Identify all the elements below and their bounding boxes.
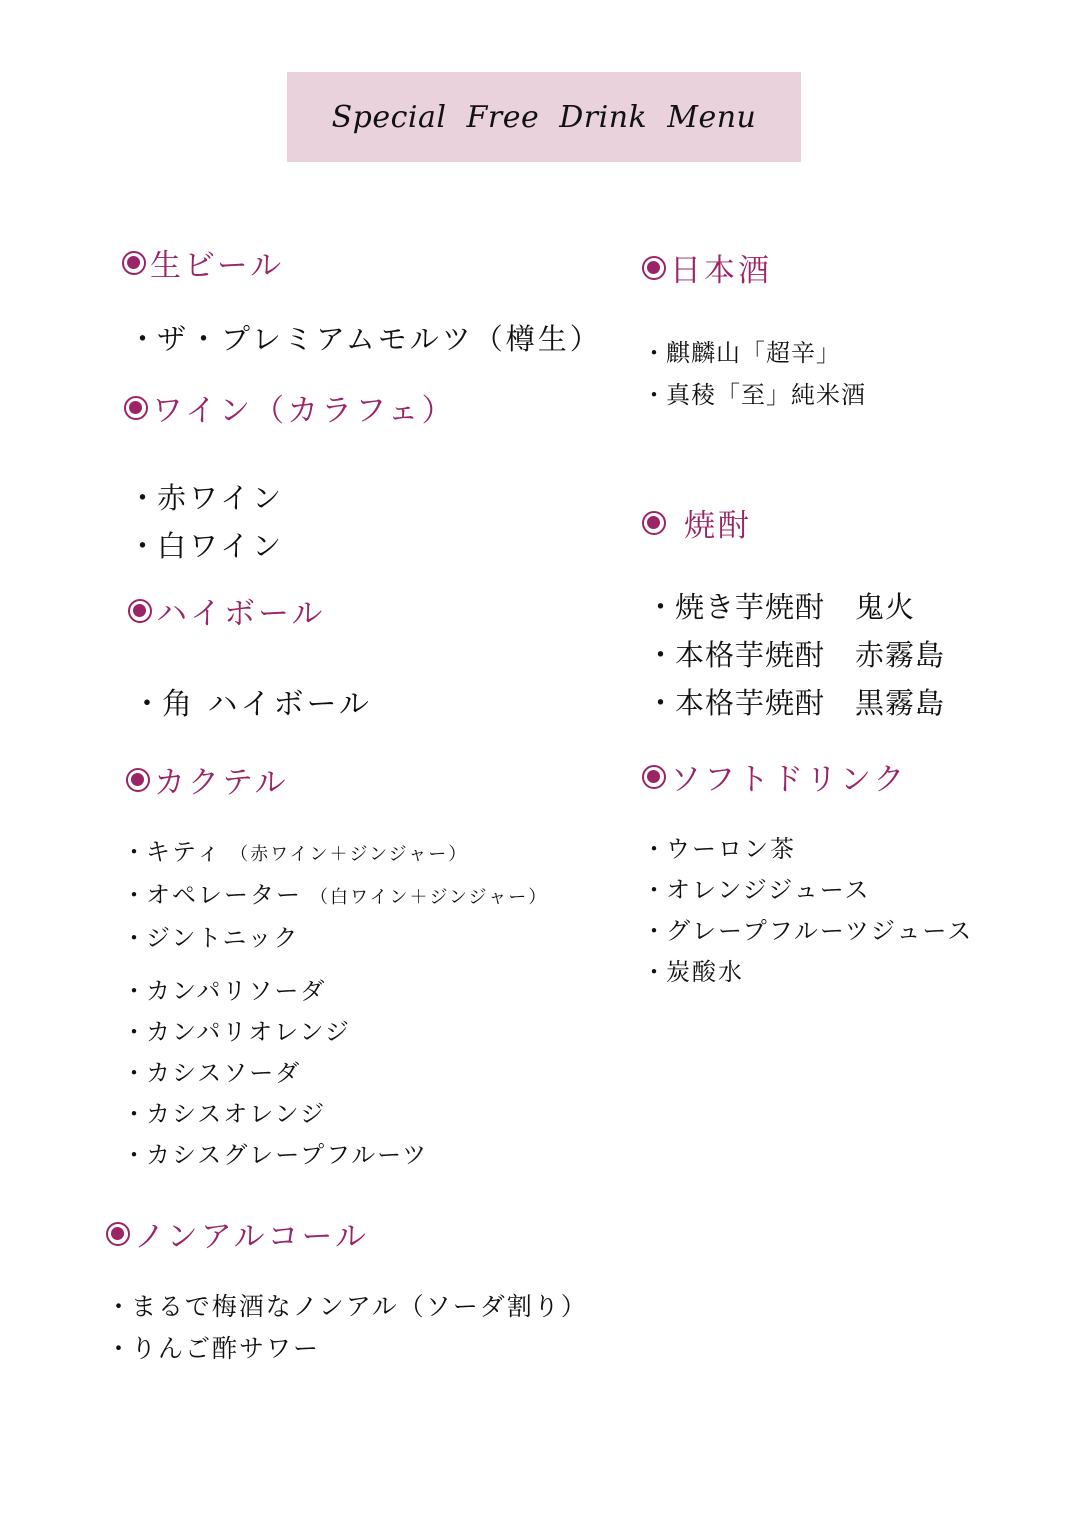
filled-circle-bullet-icon [106, 1222, 130, 1246]
section-heading [642, 754, 973, 799]
item-note: （赤ワイン＋ジンジャー） [230, 844, 469, 865]
list-item: ・カシスオレンジ [122, 1100, 327, 1128]
filled-circle-bullet-icon [128, 599, 152, 623]
filled-circle-bullet-icon [126, 768, 150, 792]
list-item: ・真稜「至」純米酒 [642, 381, 866, 409]
list-item: ・炭酸水 [642, 958, 744, 986]
heading-label: 焼酎 [684, 508, 752, 544]
item-note: （白ワイン＋ジンジャー） [310, 887, 549, 908]
list-item: ・赤ワイン [128, 481, 285, 515]
list-item: ・ザ・プレミアムモルツ（樽生） [128, 322, 602, 356]
section-heading [642, 500, 945, 545]
list-item: ・キティ （赤ワイン＋ジンジャー） [122, 838, 469, 866]
heading-label: ハイボール [156, 596, 326, 632]
heading-label: ノンアルコール [134, 1219, 369, 1255]
filled-circle-bullet-icon [642, 511, 666, 535]
section-heading [106, 1211, 588, 1256]
list-item: ・オペレーター （白ワイン＋ジンジャー） [122, 881, 549, 909]
section-sake [642, 245, 866, 416]
list-item: ・麒麟山「超辛」 [642, 339, 841, 367]
list-item: ・オレンジジュース [642, 876, 871, 904]
filled-circle-bullet-icon [642, 765, 666, 789]
section-wine [124, 385, 456, 570]
section-heading [122, 240, 602, 285]
section-heading [126, 757, 548, 802]
list-item: ・本格芋焼酎 黒霧島 [646, 686, 946, 720]
heading-label: ワイン（カラフェ） [152, 393, 456, 429]
list-item: ・焼き芋焼酎 鬼火 [646, 590, 916, 624]
list-item: ・本格芋焼酎 赤霧島 [646, 638, 946, 672]
section-beer [122, 240, 602, 358]
list-item: ・角 ハイボール [132, 687, 372, 722]
list-item: ・カシスグレープフルーツ [122, 1141, 429, 1169]
section-heading [124, 385, 456, 430]
section-softdrink [642, 754, 973, 993]
list-item: ・ジントニック [122, 924, 300, 952]
heading-label: 生ビール [150, 248, 285, 284]
section-shochu [642, 500, 945, 727]
section-heading [128, 588, 372, 633]
section-cocktail [122, 757, 549, 1176]
filled-circle-bullet-icon [122, 251, 146, 275]
list-item: ・カンパリソーダ [122, 977, 327, 1005]
list-item: ・ウーロン茶 [642, 835, 796, 863]
heading-label: ソフトドリンク [670, 762, 908, 798]
filled-circle-bullet-icon [124, 396, 148, 420]
list-item: ・カシスソーダ [122, 1059, 302, 1087]
heading-label: 日本酒 [670, 253, 772, 289]
list-item: ・グレープフルーツジュース [642, 917, 974, 945]
list-item: ・まるで梅酒なノンアル（ソーダ割り） [106, 1292, 588, 1321]
title-banner [287, 72, 801, 162]
heading-label: カクテル [154, 765, 289, 801]
page-title: Special Free Drink Menu [331, 99, 757, 135]
list-item: ・白ワイン [128, 529, 285, 563]
section-highball [128, 588, 372, 723]
filled-circle-bullet-icon [642, 256, 666, 280]
section-nonalcohol [106, 1211, 588, 1370]
list-item: ・カンパリオレンジ [122, 1018, 351, 1046]
section-heading [642, 245, 866, 290]
list-item: ・りんご酢サワー [106, 1334, 321, 1363]
